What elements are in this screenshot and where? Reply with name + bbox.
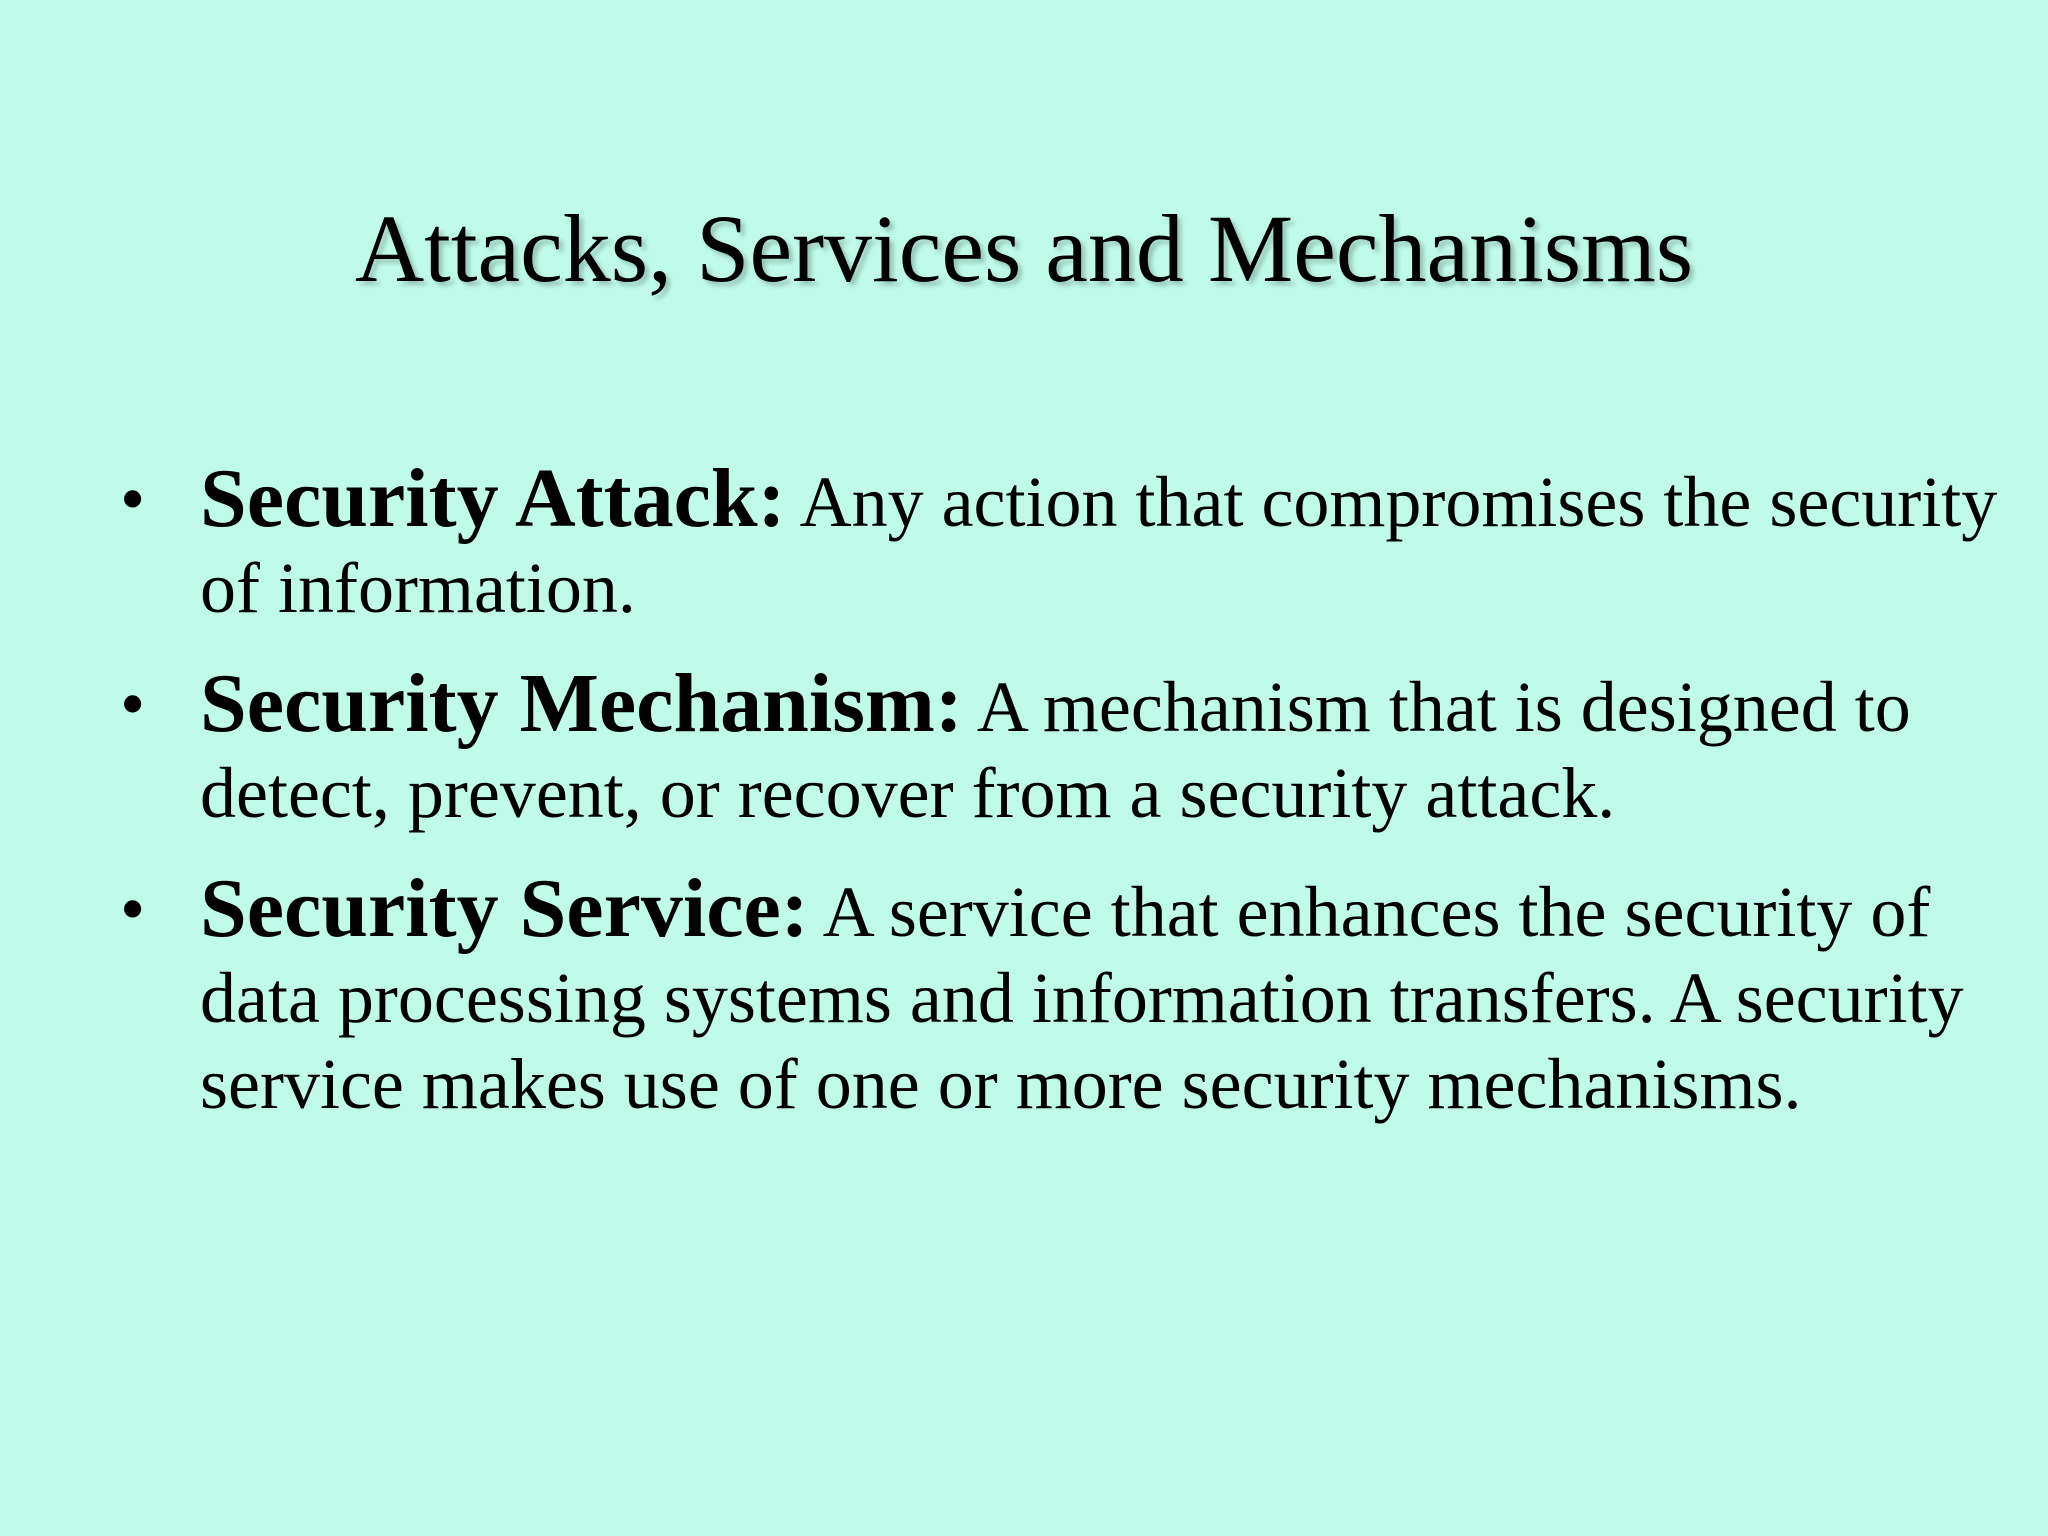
bullet-term: Security Mechanism:: [200, 657, 963, 750]
bullet-list: [120, 452, 2000, 1157]
bullet-icon: •: [120, 459, 146, 539]
bullet-icon: •: [120, 869, 146, 949]
bullet-item-security-mechanism: [120, 657, 2000, 836]
bullet-item-security-service: [120, 862, 2000, 1127]
bullet-description: A mechanism that is designed to detect, prevent, or recover from a security attack.: [200, 667, 1911, 833]
bullet-term: Security Attack:: [200, 452, 786, 545]
bullet-description: Any action that compromises the security of information.: [200, 462, 1998, 628]
bullet-term: Security Service:: [200, 862, 809, 955]
bullet-description: A service that enhances the security of data processing systems and information transfers. A security service makes use of one or more security mechanisms.: [200, 872, 1964, 1124]
bullet-item-security-attack: [120, 452, 2000, 631]
slide-title: Attacks, Services and Mechanisms: [354, 195, 1694, 302]
bullet-icon: •: [120, 664, 146, 744]
